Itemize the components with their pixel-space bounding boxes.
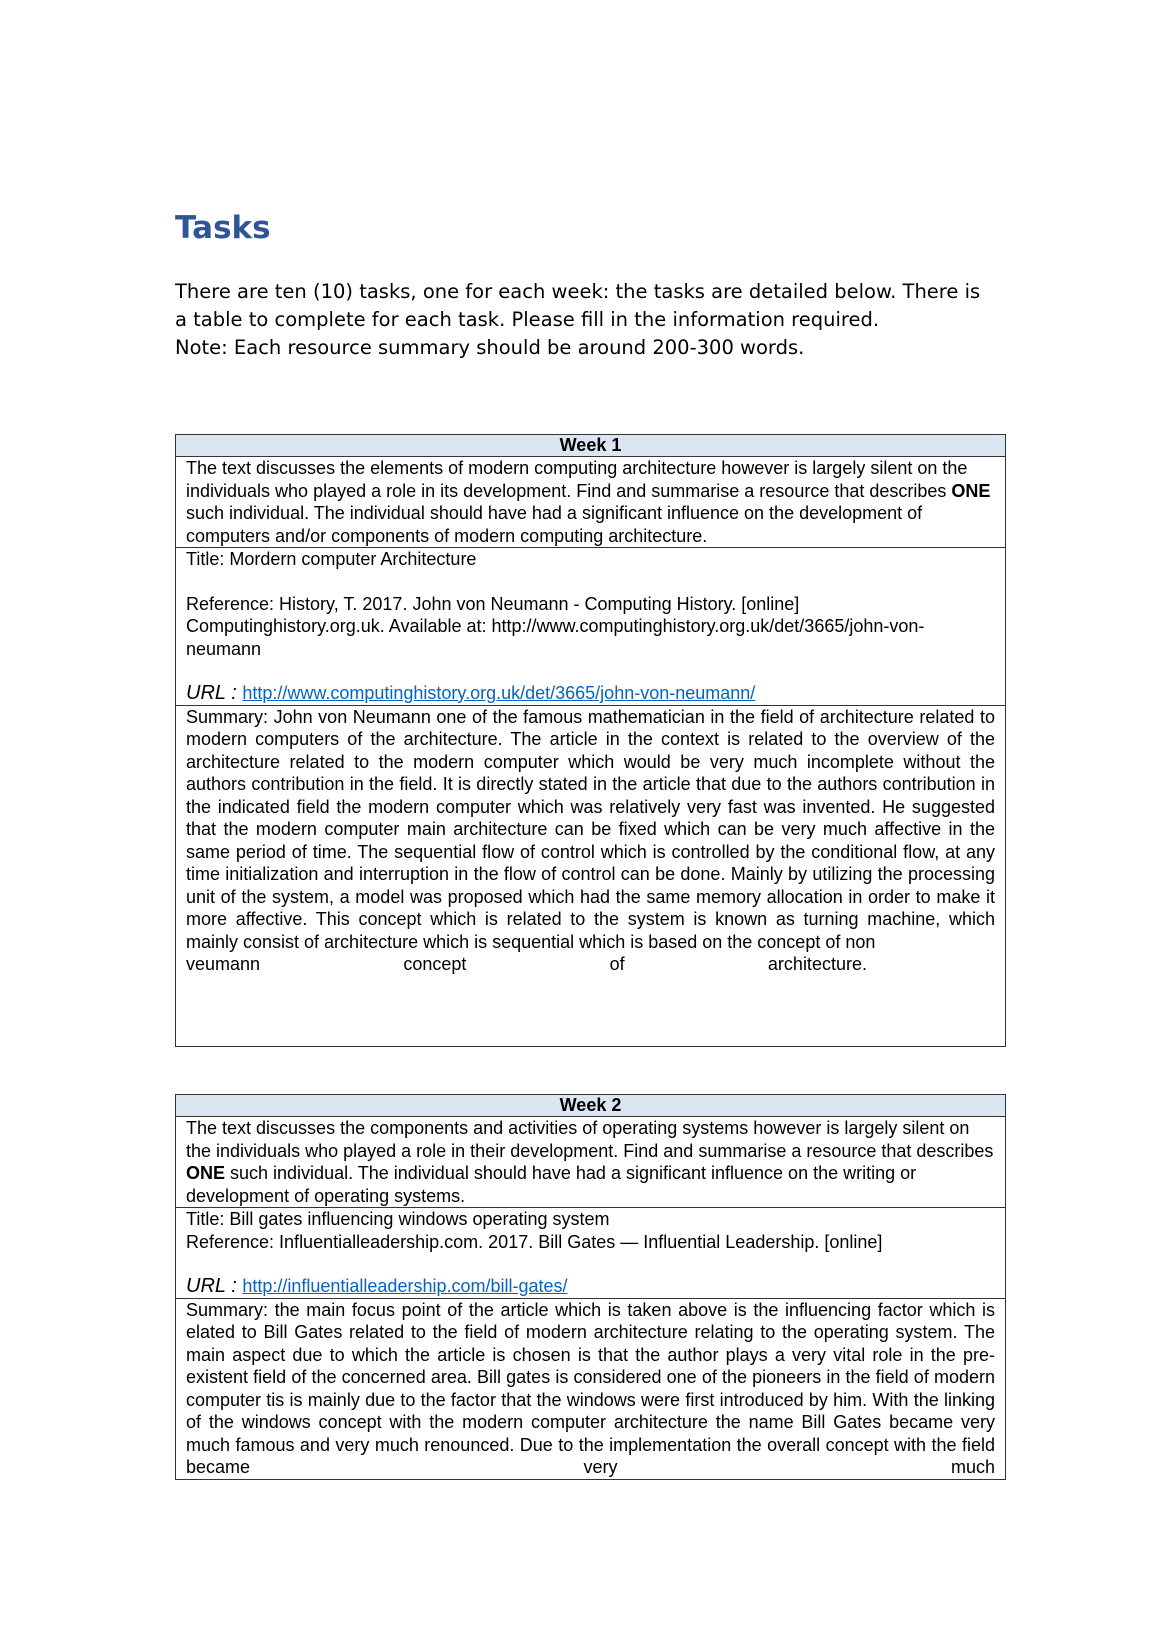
week2-reference: Reference: Influentialleadership.com. 2017. Bill Gates — Influential Leadership. [online] (186, 1231, 883, 1252)
week2-title: Title: Bill gates influencing windows operating system (186, 1209, 610, 1229)
week2-task-text-end: such individual. The individual should have had a significant influence on the writing or development of operating systems. (186, 1163, 917, 1206)
week1-url-line (186, 682, 995, 705)
page-title: Tasks (175, 210, 271, 246)
week1-task-emphasis: ONE (951, 480, 991, 501)
intro-paragraph: There are ten (10) tasks, one for each week: the tasks are detailed below. There is a table to complete for each task. Please fill in the information required. (175, 280, 981, 331)
week1-summary-cell (176, 705, 1006, 1046)
week2-task-text: The text discusses the components and activities of operating systems however is largely silent on the individuals who played a role in their development. Find and summarise a resource that describes (186, 1118, 994, 1161)
week1-title: Title: Mordern computer Architecture (186, 549, 477, 569)
week1-header: Week 1 (176, 435, 1006, 457)
week2-table (175, 1094, 1006, 1480)
week1-task-cell (176, 457, 1006, 548)
week1-summary-word: of (609, 954, 625, 974)
week1-url-label: URL : (186, 682, 243, 704)
week2-task-cell (176, 1117, 1006, 1208)
week1-summary-word: architecture. (767, 954, 867, 974)
week1-summary-last-line (186, 953, 995, 976)
week2-url-line (186, 1275, 995, 1298)
week2-resource-cell (176, 1208, 1006, 1299)
week2-header: Week 2 (176, 1095, 1006, 1117)
week1-url-link[interactable]: http://www.computinghistory.org.uk/det/3665/john-von-neumann/ (242, 683, 756, 703)
week1-reference: Reference: History, T. 2017. John von Neumann - Computing History. [online] Computinghistory.org.uk. Available at: http://www.computinghistory.org.uk/det/3665/john-von-neumann (186, 593, 925, 659)
week1-task-text: The text discusses the elements of modern computing architecture however is largely silent on the individuals who played a role in its development. Find and summarise a resource that describes (186, 458, 968, 501)
week2-task-emphasis: ONE (186, 1163, 226, 1183)
week1-table (175, 434, 1006, 1047)
week2-url-link[interactable]: http://influentialleadership.com/bill-gates/ (242, 1276, 568, 1296)
week2-summary-cell (176, 1298, 1006, 1479)
week1-summary-word: veumann (186, 954, 261, 974)
intro-text (175, 278, 995, 362)
week2-url-label: URL : (186, 1275, 243, 1297)
week1-resource-cell (176, 548, 1006, 706)
intro-note: Note: Each resource summary should be around 200-300 words. (175, 336, 805, 359)
week1-task-text-end: such individual. The individual should have had a significant influence on the development of computers and/or components of modern computing architecture. (186, 503, 923, 546)
week2-summary: Summary: the main focus point of the article which is taken above is the influencing factor which is elated to Bill Gates related to the field of modern architecture relating to the operating system. The main aspect due to which the article is chosen is that the author plays a very vital role in the pre-existent field of the concerned area. Bill gates is considered one of the pioneers in the field of modern computer tis is mainly due to the factor that the windows were first introduced by him. With the linking of the windows concept with the modern computer architecture the name Bill Gates became very much famous and very much renounced. Due to the implementation the overall concept with the field became very much (186, 1299, 995, 1477)
week1-summary: Summary: John von Neumann one of the famous mathematician in the field of architecture related to modern computers of the architecture. The article in the context is related to the overview of the architecture related to the modern computer which would be very much incomplete without the authors contribution in the field. It is directly stated in the article that due to the authors contribution in the indicated field the modern computer which was relatively very fast was invented. He suggested that the modern computer main architecture can be fixed which can be very much affective in the same period of time. The sequential flow of control which is controlled by the conditional flow, at any time initialization and interruption in the flow of control can be done. Mainly by utilizing the processing unit of the system, a model was proposed which had the same memory allocation in order to make it more affective. This concept which is related to the system is known as turning machine, which mainly consist of architecture which is sequential which is based on the concept of non (186, 706, 995, 952)
week1-summary-word: concept (403, 954, 467, 974)
